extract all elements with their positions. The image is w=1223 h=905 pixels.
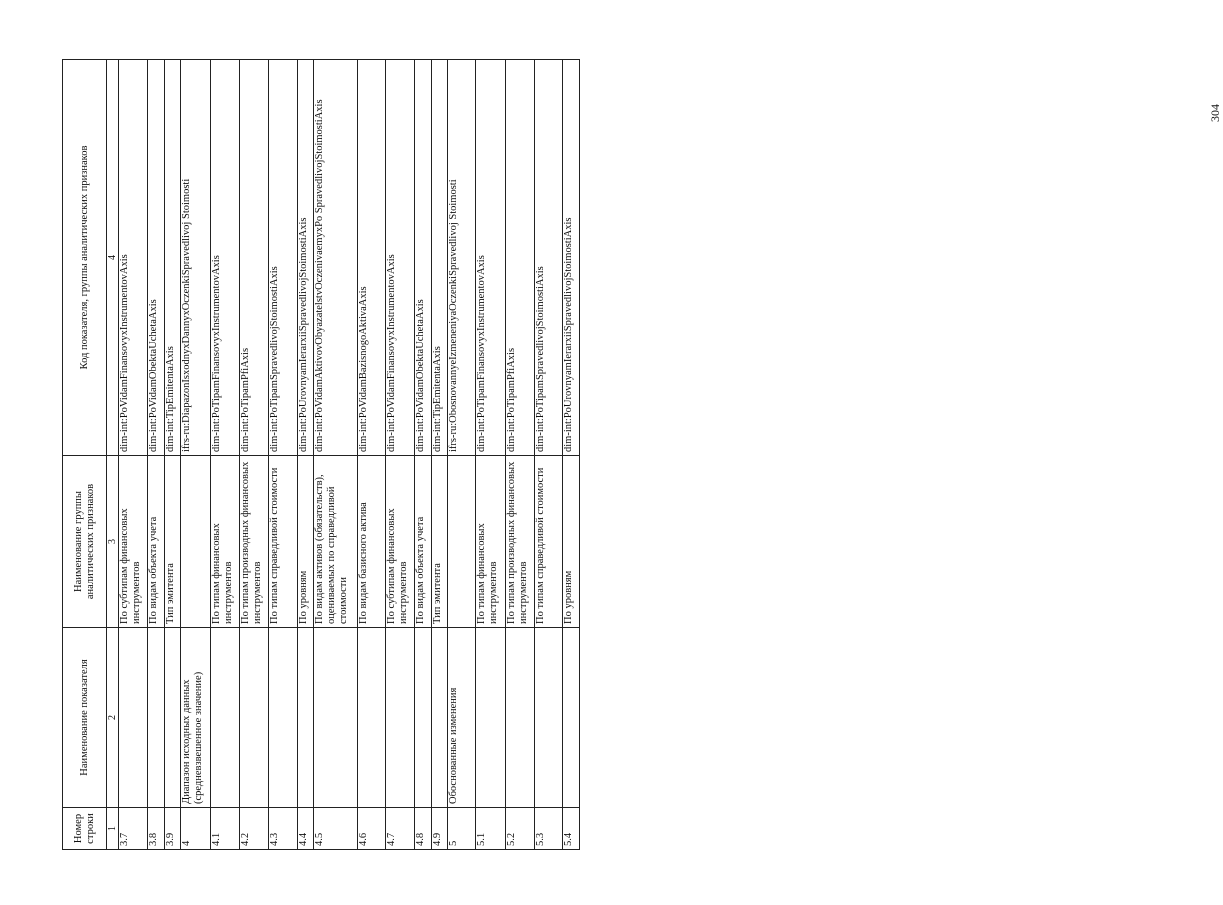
row-number-cell: 4.8 xyxy=(415,808,431,850)
group-name-cell: По субтипам финансовых инструментов xyxy=(385,456,414,628)
indicator-name-cell xyxy=(563,628,580,808)
page-number-area xyxy=(600,70,1222,122)
code-cell: dim-int:PoTipamFinansovyxInstrumentovAxis xyxy=(476,60,505,456)
code-cell: dim-int:PoTipamFinansovyxInstrumentovAxis xyxy=(210,60,239,456)
code-cell: dim-int:TipEmitentaAxis xyxy=(164,60,180,456)
group-name-cell xyxy=(448,456,476,628)
row-number-cell: 5.2 xyxy=(505,808,534,850)
column-number-row xyxy=(107,60,119,850)
indicator-name-cell: Обоснованные изменения xyxy=(448,628,476,808)
indicator-table xyxy=(62,59,580,850)
table-row xyxy=(269,60,297,850)
row-number-cell: 5.4 xyxy=(563,808,580,850)
row-number-cell: 4.3 xyxy=(269,808,297,850)
rotated-table-container xyxy=(62,60,580,850)
table-row xyxy=(314,60,358,850)
indicator-name-cell xyxy=(476,628,505,808)
header-row-number: Номер строки xyxy=(63,808,107,850)
header-indicator-name: Наименование показателя xyxy=(63,628,107,808)
code-cell: dim-int:PoVidamObektaUchetaAxis xyxy=(415,60,431,456)
table-row xyxy=(164,60,180,850)
indicator-name-cell: Диапазон исходных данных (средневзвешенное значение) xyxy=(181,628,210,808)
table-row xyxy=(119,60,148,850)
column-number: 2 xyxy=(107,628,119,808)
indicator-name-cell xyxy=(164,628,180,808)
code-cell: dim-int:PoTipamSpravedlivojStoimostiAxis xyxy=(535,60,563,456)
table-body xyxy=(119,60,580,850)
table-row xyxy=(563,60,580,850)
group-name-cell: По типам финансовых инструментов xyxy=(476,456,505,628)
indicator-name-cell xyxy=(269,628,297,808)
row-number-cell: 4 xyxy=(181,808,210,850)
row-number-cell: 4.6 xyxy=(357,808,385,850)
group-name-cell: Тип эмитента xyxy=(431,456,447,628)
table-row xyxy=(476,60,505,850)
column-number: 4 xyxy=(107,60,119,456)
group-name-cell xyxy=(181,456,210,628)
code-cell: dim-int:PoVidamBazisnogoAktivaAxis xyxy=(357,60,385,456)
row-number-cell: 3.7 xyxy=(119,808,148,850)
row-number-cell: 3.9 xyxy=(164,808,180,850)
header-row xyxy=(63,60,107,850)
indicator-name-cell xyxy=(431,628,447,808)
column-number: 1 xyxy=(107,808,119,850)
indicator-name-cell xyxy=(240,628,269,808)
table-row xyxy=(297,60,313,850)
group-name-cell: По типам справедливой стоимости xyxy=(535,456,563,628)
indicator-name-cell xyxy=(119,628,148,808)
code-cell: dim-int:TipEmitentaAxis xyxy=(431,60,447,456)
indicator-name-cell xyxy=(415,628,431,808)
code-cell: dim-int:PoTipamPfiAxis xyxy=(240,60,269,456)
row-number-cell: 4.5 xyxy=(314,808,358,850)
indicator-name-cell xyxy=(535,628,563,808)
indicator-name-cell xyxy=(505,628,534,808)
table-row xyxy=(240,60,269,850)
row-number-cell: 5.3 xyxy=(535,808,563,850)
group-name-cell: По типам производных финансовых инструментов xyxy=(505,456,534,628)
row-number-cell: 4.1 xyxy=(210,808,239,850)
group-name-cell: По уровням xyxy=(297,456,313,628)
table-row xyxy=(448,60,476,850)
table-row xyxy=(505,60,534,850)
code-cell: dim-int:PoUrovnyamIerarxiiSpravedlivojStoimostiAxis xyxy=(297,60,313,456)
code-cell: dim-int:PoVidamFinansovyxInstrumentovAxis xyxy=(385,60,414,456)
table-row xyxy=(431,60,447,850)
group-name-cell: По уровням xyxy=(563,456,580,628)
table-row xyxy=(415,60,431,850)
header-group-name: Наименование группы аналитических признаков xyxy=(63,456,107,628)
code-cell: dim-int:PoVidamFinansovyxInstrumentovAxis xyxy=(119,60,148,456)
code-cell: dim-int:PoUrovnyamIerarxiiSpravedlivojStoimostiAxis xyxy=(563,60,580,456)
code-cell: dim-int:PoVidamObektaUchetaAxis xyxy=(148,60,164,456)
row-number-cell: 5 xyxy=(448,808,476,850)
table-row xyxy=(210,60,239,850)
row-number-cell: 4.7 xyxy=(385,808,414,850)
table-row xyxy=(535,60,563,850)
group-name-cell: По видам активов (обязательств), оцениваемых по справедливой стоимости xyxy=(314,456,358,628)
group-name-cell: По видам базисного актива xyxy=(357,456,385,628)
table-row xyxy=(357,60,385,850)
code-cell: dim-int:PoTipamSpravedlivojStoimostiAxis xyxy=(269,60,297,456)
indicator-name-cell xyxy=(210,628,239,808)
row-number-cell: 4.4 xyxy=(297,808,313,850)
group-name-cell: Тип эмитента xyxy=(164,456,180,628)
column-number: 3 xyxy=(107,456,119,628)
code-cell: dim-int:PoVidamAktivovObyazatelstvOczenivaemyxPo SpravedlivojStoimostiAxis xyxy=(314,60,358,456)
group-name-cell: По видам объекта учета xyxy=(148,456,164,628)
group-name-cell: По видам объекта учета xyxy=(415,456,431,628)
table-row xyxy=(181,60,210,850)
table-row xyxy=(385,60,414,850)
group-name-cell: По субтипам финансовых инструментов xyxy=(119,456,148,628)
indicator-name-cell xyxy=(297,628,313,808)
indicator-name-cell xyxy=(148,628,164,808)
indicator-name-cell xyxy=(314,628,358,808)
group-name-cell: По типам справедливой стоимости xyxy=(269,456,297,628)
row-number-cell: 4.2 xyxy=(240,808,269,850)
row-number-cell: 3.8 xyxy=(148,808,164,850)
code-cell: ifrs-ru:ObosnovannyeIzmeneniyaOczenkiSpravedlivoj Stoimosti xyxy=(448,60,476,456)
row-number-cell: 4.9 xyxy=(431,808,447,850)
code-cell: ifrs-ru:DiapazonIsxodnyxDannyxOczenkiSpravedlivoj Stoimosti xyxy=(181,60,210,456)
indicator-name-cell xyxy=(357,628,385,808)
code-cell: dim-int:PoTipamPfiAxis xyxy=(505,60,534,456)
group-name-cell: По типам финансовых инструментов xyxy=(210,456,239,628)
table-row xyxy=(148,60,164,850)
row-number-cell: 5.1 xyxy=(476,808,505,850)
page-number: 304 xyxy=(1208,104,1222,122)
header-code: Код показателя, группы аналитических признаков xyxy=(63,60,107,456)
indicator-name-cell xyxy=(385,628,414,808)
group-name-cell: По типам производных финансовых инструментов xyxy=(240,456,269,628)
